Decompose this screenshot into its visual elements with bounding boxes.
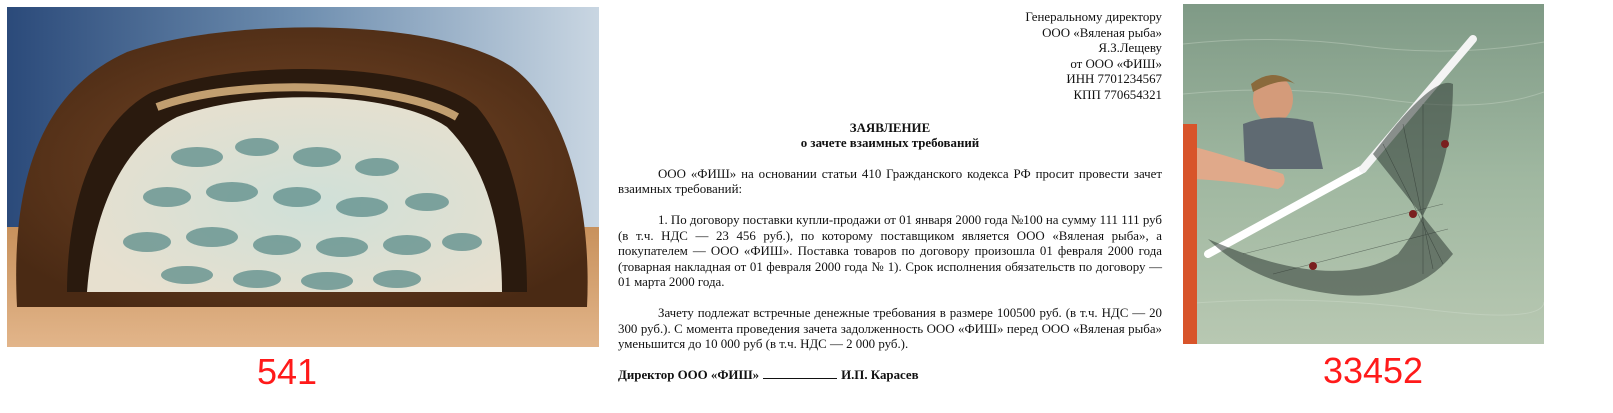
caption-left: 541	[256, 351, 318, 392]
intro-paragraph: ООО «ФИШ» на основании статьи 410 Гражданского кодекса РФ просит провести зачет взаимных требований:	[618, 166, 1162, 197]
addressee-line: от ООО «ФИШ»	[1070, 56, 1162, 71]
signature-left: Директор ООО «ФИШ»	[618, 367, 760, 382]
addressee-line: ООО «Вяленая рыба»	[1042, 25, 1162, 40]
fishing-net-photo	[1183, 4, 1544, 344]
addressee-line: Генеральному директору	[1025, 10, 1162, 24]
item-1-paragraph: 1. По договору поставки купли-продажи от 01 января 2000 года №100 на сумму 111 111 руб (в т.ч. НДС — 23 456 руб.), по которому поставщиком является ООО «Вяленая рыба», а покупателем — ООО «ФИШ». Поставка товаров по договору произошла 01 февраля 2000 года (товарная накладная от 01 февраля 2000 года № 1). Срок исполнения обязательств по договору — 01 марта 2000 года.	[618, 212, 1162, 290]
addressee-line: КПП 770654321	[1073, 87, 1162, 102]
application-document	[618, 10, 1162, 383]
fish-pie-photo	[7, 7, 599, 347]
signature-line	[618, 368, 1162, 384]
signature-right: И.П. Карасев	[841, 367, 919, 382]
signature-blank	[763, 368, 837, 379]
addressee-line: Я.З.Лещеву	[1098, 41, 1162, 56]
document-subtitle: о зачете взаимных требований	[800, 136, 980, 151]
title-block	[618, 121, 1162, 152]
item-2-paragraph: Зачету подлежат встречные денежные требования в размере 100500 руб. (в т.ч. НДС — 20 300 руб.). С момента проведения зачета задолженность ООО «ФИШ» перед ООО «Вяленая рыба» уменьшится до 10 000 руб (в т.ч. НДС — 2 000 руб.).	[618, 305, 1162, 352]
addressee-line: ИНН 7701234567	[1066, 72, 1162, 87]
caption-right: 33452	[1322, 350, 1424, 391]
document-title: ЗАЯВЛЕНИЕ	[849, 120, 931, 135]
addressee-block	[618, 10, 1162, 104]
